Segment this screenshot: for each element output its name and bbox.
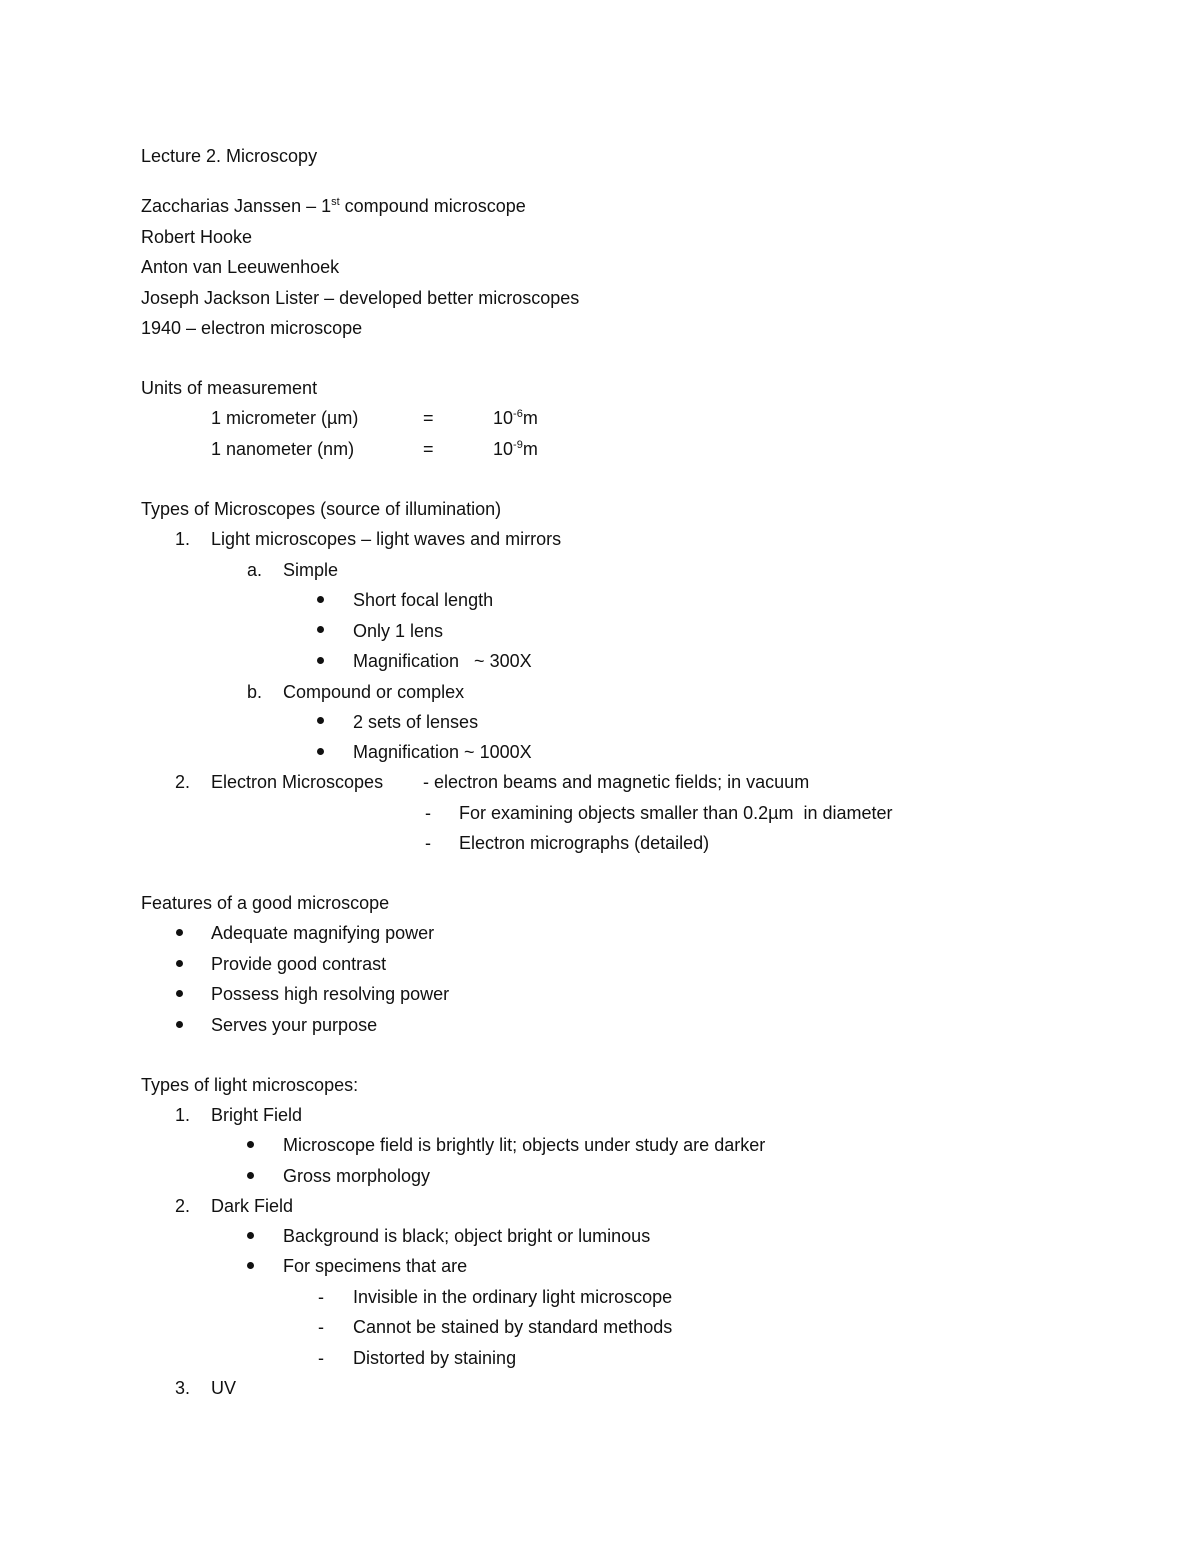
bullet-icon (317, 657, 324, 664)
unit-row-name: 1 nanometer (nm) (211, 439, 355, 459)
history-janssen-tail: compound microscope (339, 196, 526, 216)
list-number: 3. (175, 1378, 191, 1398)
bullet-icon (247, 1141, 254, 1148)
unit-row-equals: = (423, 408, 434, 428)
bullet-icon (176, 960, 183, 967)
simple-item: Simple (283, 560, 339, 580)
unit-value-base: 10 (493, 408, 514, 428)
electron-detail: For examining objects smaller than 0.2µm in diameter (459, 803, 893, 823)
feature-item: Possess high resolving power (211, 984, 450, 1004)
dark-field-bullet: Background is black; object bright or luminous (283, 1226, 651, 1246)
simple-bullet: Only 1 lens (353, 621, 444, 641)
list-number: 2. (175, 1196, 191, 1216)
bright-field-bullet: Microscope field is brightly lit; objects under study are darker (283, 1135, 766, 1155)
simple-bullet: Magnification ~ 300X (353, 651, 532, 671)
dark-field-item: Dark Field (211, 1196, 294, 1216)
unit-row-name: 1 micrometer (µm) (211, 408, 359, 428)
bullet-icon (176, 929, 183, 936)
bullet-icon (317, 748, 324, 755)
types-heading: Types of Microscopes (source of illumination) (141, 499, 502, 519)
history-janssen-sup: st (331, 196, 340, 208)
history-line-janssen (141, 195, 526, 217)
bright-field-item: Bright Field (211, 1105, 303, 1125)
bright-field-bullet: Gross morphology (283, 1166, 431, 1186)
feature-item: Serves your purpose (211, 1015, 378, 1035)
units-heading: Units of measurement (141, 378, 318, 398)
simple-bullet: Short focal length (353, 590, 494, 610)
bullet-icon (247, 1232, 254, 1239)
history-janssen-text: Zaccharias Janssen – 1 (141, 196, 332, 216)
history-line-hooke: Robert Hooke (141, 227, 253, 247)
feature-item: Provide good contrast (211, 954, 387, 974)
bullet-icon (317, 717, 324, 724)
dash-marker: - (318, 1287, 324, 1307)
electron-detail: - electron beams and magnetic fields; in vacuum (423, 772, 810, 792)
electron-microscopes-item: Electron Microscopes (211, 772, 384, 792)
compound-bullet: 2 sets of lenses (353, 712, 479, 732)
dark-field-subitem: Distorted by staining (353, 1348, 517, 1368)
unit-value-exponent: -9 (513, 439, 523, 451)
unit-value-base: 10 (493, 439, 514, 459)
page-title: Lecture 2. Microscopy (141, 146, 318, 166)
dash-marker: - (318, 1348, 324, 1368)
history-line-leeuwenhoek: Anton van Leeuwenhoek (141, 257, 340, 277)
dark-field-subitem: Cannot be stained by standard methods (353, 1317, 673, 1337)
bullet-icon (317, 596, 324, 603)
history-line-lister: Joseph Jackson Lister – developed better microscopes (141, 288, 580, 308)
bullet-icon (176, 990, 183, 997)
light-types-heading: Types of light microscopes: (141, 1075, 359, 1095)
list-number: 2. (175, 772, 191, 792)
list-letter: b. (247, 682, 263, 702)
history-line-1940: 1940 – electron microscope (141, 318, 363, 338)
unit-row-equals: = (423, 439, 434, 459)
light-microscopes-item: Light microscopes – light waves and mirrors (211, 529, 562, 549)
compound-item: Compound or complex (283, 682, 465, 702)
compound-bullet: Magnification ~ 1000X (353, 742, 532, 762)
unit-value-unit: m (522, 408, 538, 428)
feature-item: Adequate magnifying power (211, 923, 435, 943)
unit-value-unit: m (522, 439, 538, 459)
dash-marker: - (425, 833, 431, 853)
unit-row-value (493, 407, 538, 429)
bullet-icon (247, 1262, 254, 1269)
unit-row-value (493, 438, 538, 460)
bullet-icon (176, 1021, 183, 1028)
dark-field-subitem: Invisible in the ordinary light microscope (353, 1287, 673, 1307)
features-heading: Features of a good microscope (141, 893, 390, 913)
bullet-icon (247, 1172, 254, 1179)
electron-detail: Electron micrographs (detailed) (459, 833, 710, 853)
dash-marker: - (425, 803, 431, 823)
bullet-icon (317, 626, 324, 633)
dark-field-bullet: For specimens that are (283, 1256, 468, 1276)
unit-value-exponent: -6 (513, 408, 523, 420)
uv-item: UV (211, 1378, 237, 1398)
list-number: 1. (175, 529, 191, 549)
list-letter: a. (247, 560, 263, 580)
dash-marker: - (318, 1317, 324, 1337)
list-number: 1. (175, 1105, 191, 1125)
